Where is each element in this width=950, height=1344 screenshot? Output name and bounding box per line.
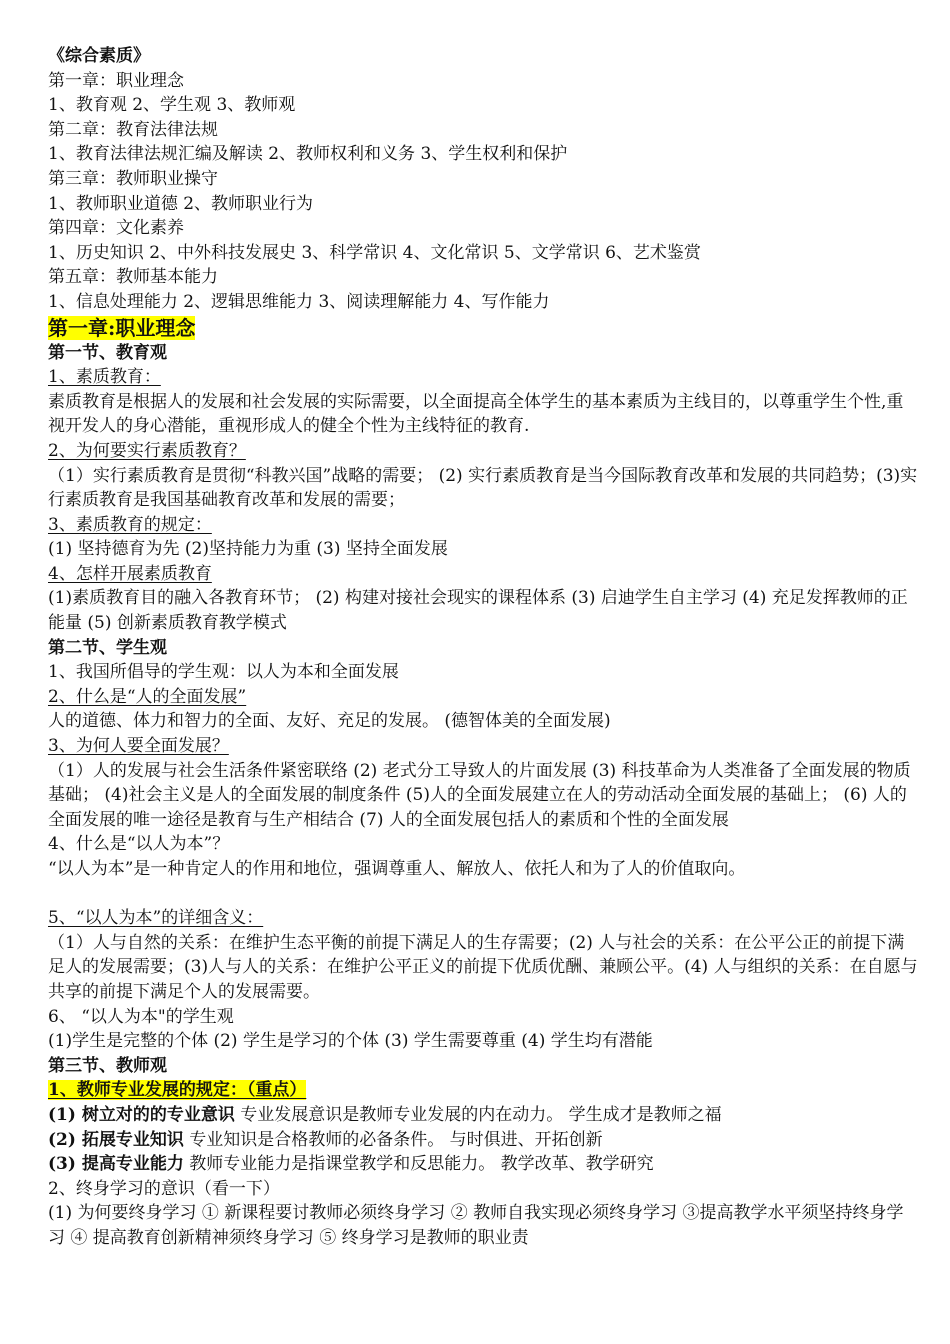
question-heading [48, 906, 920, 931]
paragraph: (1)素质教育目的融入各教育环节； (2) 构建对接社会现实的课程体系 (3) 启迪学生自主学习 (4) 充足发挥教师的正能量 (5) 创新素质教育教学模式 [48, 588, 908, 634]
question-heading: 2、终身学习的意识（看一下） [48, 1178, 280, 1199]
list-item-text: 教师专业能力是指课堂教学和反思能力。 教学改革、教学研究 [183, 1154, 654, 1175]
chapter-heading [48, 315, 920, 341]
key-point-heading [48, 1078, 920, 1103]
question-heading [48, 685, 920, 710]
list-item [48, 1103, 920, 1128]
toc-chapter: 第二章：教育法律法规 [48, 119, 218, 140]
paragraph: （1）实行素质教育是贯彻“科教兴国”战略的需要； (2) 实行素质教育是当今国际教育改革和发展的共同趋势；(3)实行素质教育是我国基础教育改革和发展的需要； [48, 465, 918, 511]
toc-items: 1、教师职业道德 2、教师职业行为 [48, 193, 314, 214]
question-text: 5、“以人为本”的详细含义： [48, 908, 264, 929]
toc-chapter: 第一章：职业理念 [48, 70, 184, 91]
list-item-text: 专业发展意识是教师专业发展的内在动力。 学生成才是教师之福 [234, 1104, 722, 1125]
question-heading [48, 513, 920, 538]
question-heading [48, 734, 920, 759]
blank-line [48, 882, 920, 907]
paragraph: (1) 为何要终身学习 ① 新课程要讨教师必须终身学习 ② 教师自我实现必须终身学习 ③提高教学水平须坚持终身学习 ④ 提高教育创新精神须终身学习 ⑤ 终身学习是教师的职业责 [48, 1203, 904, 1248]
list-item-label: (1) 树立对的的专业意识 [48, 1104, 235, 1125]
question-heading [48, 562, 920, 587]
question-text: 3、素质教育的规定： [48, 514, 212, 535]
document-title: 《综合素质》 [48, 46, 150, 66]
paragraph: 1、我国所倡导的学生观：以人为本和全面发展 [48, 662, 399, 683]
question-heading: 4、什么是“以人为本”？ [48, 834, 230, 855]
toc-chapter: 第三章：教师职业操守 [48, 168, 218, 189]
table-of-contents [48, 69, 920, 315]
question-heading [48, 439, 920, 464]
paragraph: （1）人的发展与社会生活条件紧密联络 (2) 老式分工导致人的片面发展 (3) 科技革命为人类准备了全面发展的物质基础； (4)社会主义是人的全面发展的制度条件 (5)人的全面发展建立在人的劳动活动全面发展的基础上； (6) 人的全面发展的唯一途径是教育与生产相结合 (7) 人的全面发展包括人的素质和个性的全面发展 [48, 760, 911, 830]
toc-chapter: 第四章：文化素养 [48, 218, 184, 239]
paragraph: 人的道德、体力和智力的全面、友好、充足的发展。 (德智体美的全面发展) [48, 711, 611, 732]
paragraph: (1) 坚持德育为先 (2)坚持能力为重 (3) 坚持全面发展 [48, 539, 448, 560]
list-item-text: 专业知识是合格教师的必备条件。 与时俱进、开拓创新 [183, 1129, 603, 1150]
question-heading: 6、 “以人为本"的学生观 [48, 1006, 234, 1027]
section-heading: 第三节、教师观 [48, 1055, 167, 1076]
paragraph: “以人为本”是一种肯定人的作用和地位，强调尊重人、解放人、依托人和为了人的价值取向。 [48, 859, 746, 879]
list-item [48, 1128, 920, 1153]
question-text: 2、为何要实行素质教育？ [48, 440, 246, 461]
paragraph: （1）人与自然的关系：在维护生态平衡的前提下满足人的生存需要；(2) 人与社会的关系：在公平公正的前提下满足人的发展需要；(3)人与人的关系：在维护公平正义的前提下优质优酬、兼顾公平。(4) 人与组织的关系：在自愿与共享的前提下满足个人的发展需要。 [48, 932, 918, 1002]
toc-items: 1、教育观 2、学生观 3、教师观 [48, 95, 296, 116]
question-text: 2、什么是“人的全面发展” [48, 686, 247, 707]
toc-chapter: 第五章：教师基本能力 [48, 267, 218, 288]
question-text: 3、为何人要全面发展？ [48, 736, 229, 757]
document-page [48, 44, 920, 1251]
question-heading [48, 365, 920, 390]
list-item-label: (2) 拓展专业知识 [48, 1129, 184, 1150]
list-item [48, 1152, 920, 1177]
paragraph: 素质教育是根据人的发展和社会发展的实际需要，以全面提高全体学生的基本素质为主线目的，以尊重学生个性,重视开发人的身心潜能，重视形成人的健全个性为主线特征的教育. [48, 391, 904, 437]
toc-items: 1、历史知识 2、中外科技发展史 3、科学常识 4、文化常识 5、文学常识 6、艺术鉴赏 [48, 242, 701, 263]
question-text: 1、素质教育： [48, 367, 161, 388]
chapter-heading-text: 第一章:职业理念 [48, 315, 196, 340]
paragraph: (1)学生是完整的个体 (2) 学生是学习的个体 (3) 学生需要尊重 (4) 学生均有潜能 [48, 1031, 653, 1052]
toc-items: 1、信息处理能力 2、逻辑思维能力 3、阅读理解能力 4、写作能力 [48, 291, 550, 312]
section-heading: 第二节、学生观 [48, 637, 167, 658]
list-item-label: (3) 提高专业能力 [48, 1154, 184, 1175]
toc-items: 1、教育法律法规汇编及解读 2、教师权利和义务 3、学生权利和保护 [48, 144, 568, 165]
key-point-text: 1、教师专业发展的规定：（重点） [48, 1080, 307, 1101]
section-heading: 第一节、教育观 [48, 342, 167, 363]
question-text: 4、怎样开展素质教育 [48, 563, 212, 584]
